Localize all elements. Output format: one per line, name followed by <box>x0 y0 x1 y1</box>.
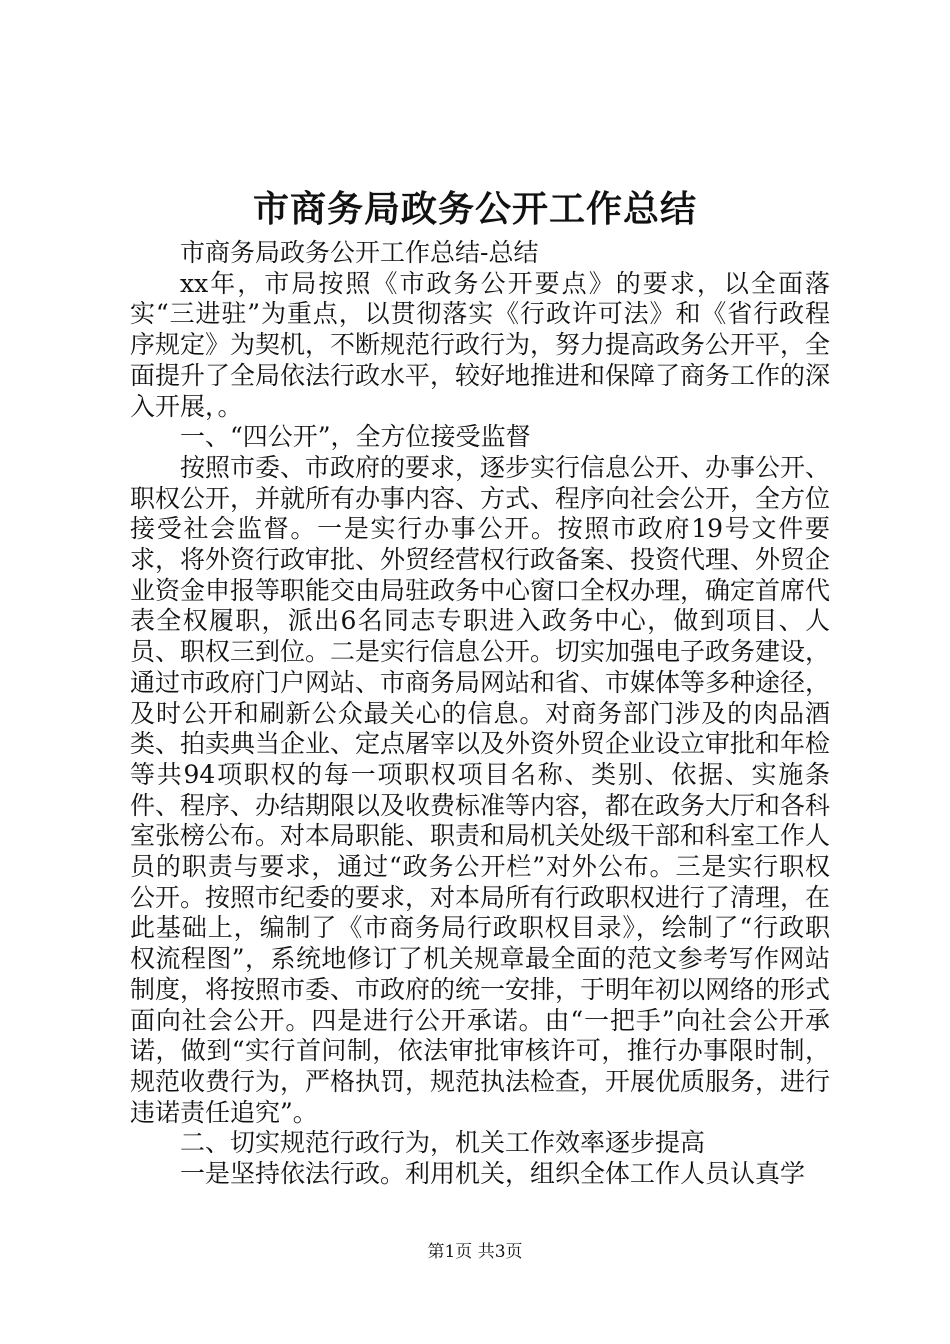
section-1-paragraph: 按照市委、市政府的要求，逐步实行信息公开、办事公开、职权公开，并就所有办事内容、方式、程序向社会公开，全方位接受社会监督。一是实行办事公开。按照市政府19号文件要求，将外资行政审批、外贸经营权行政备案、投资代理、外贸企业资金申报等职能交由局驻政务中心窗口全权办理，确定首席代表全权履职，派出6名同志专职进入政务中心，做到项目、人员、职权三到位。二是实行信息公开。切实加强电子政务建设，通过市政府门户网站、市商务局网站和省、市媒体等多种途径，及时公开和刷新公众最关心的信息。对商务部门涉及的肉品酒类、拍卖典当企业、定点屠宰以及外资外贸企业设立审批和年检等共94项职权的每一项职权项目名称、类别、依据、实施条件、程序、办结期限以及收费标准等内容，都在政务大厅和各科室张榜公布。对本局职能、职责和局机关处级干部和科室工作人员的职责与要求，通过“政务公开栏”对外公布。三是实行职权公开。按照市纪委的要求，对本局所有行政职权进行了清理，在此基础上，编制了《市商务局行政职权目录》，绘制了“行政职权流程图”，系统地修订了机关规章最全面的范文参考写作网站制度，将按照市委、市政府的统一安排，于明年初以网络的形式面向社会公开。四是进行公开承诺。由“一把手”向社会公开承诺，做到“实行首问制，依法审批审核许可，推行办事限时制，规范收费行为，严格执罚，规范执法检查，开展优质服务，进行违诺责任追究”。 <box>130 452 831 1127</box>
intro-paragraph: xx年，市局按照《市政务公开要点》的要求，以全面落实“三进驻”为重点，以贯彻落实《行政许可法》和《省行政程序规定》为契机，不断规范行政行为，努力提高政务公开平，全面提升了全局依法行政水平，较好地推进和保障了商务工作的深入开展，。 <box>130 268 831 421</box>
document-body <box>130 238 830 1190</box>
section-heading-2: 二、切实规范行政行为，机关工作效率逐步提高 <box>180 1128 706 1158</box>
subtitle-paragraph: 市商务局政务公开工作总结-总结 <box>180 238 539 267</box>
section-heading-1: 一、“四公开”，全方位接受监督 <box>180 422 531 452</box>
section-2-paragraph: 一是坚持依法行政。利用机关，组织全体工作人员认真学 <box>180 1159 806 1189</box>
page-footer: 第1页 共3页 <box>427 1242 523 1262</box>
document-title: 市商务局政务公开工作总结 <box>252 188 697 230</box>
